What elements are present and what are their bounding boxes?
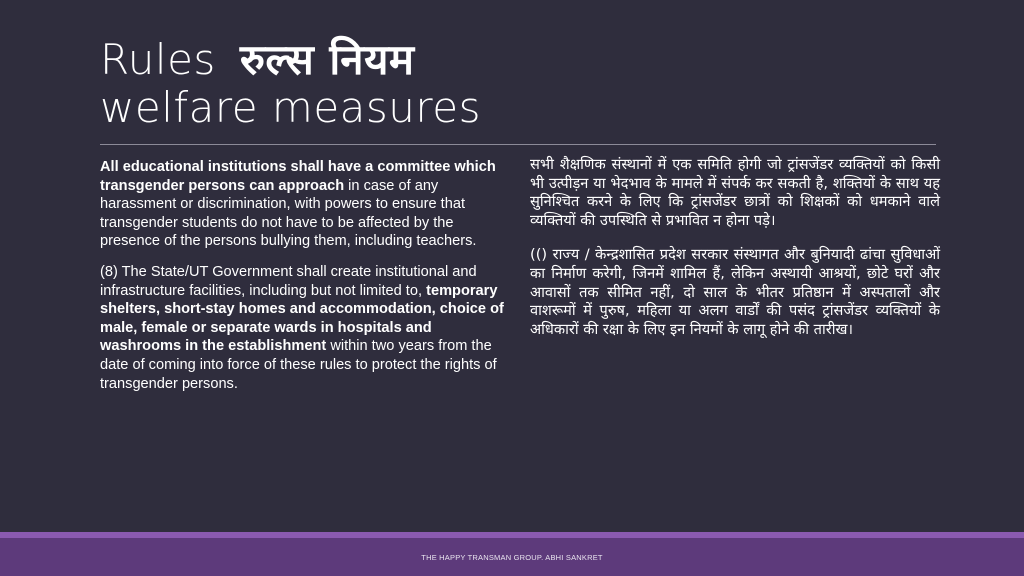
english-p1-bold: All educational institutions shall have a committee which transgender persons can approach xyxy=(100,159,496,194)
footer-text: THE HAPPY TRANSMAN GROUP. ABHI SANKRET xyxy=(421,553,603,562)
english-p2-bold: temporary shelters, short-stay homes and accommodation, choice of male, female or separate wards in hospitals and washrooms in the establishment xyxy=(100,282,504,355)
slide-title xyxy=(100,36,481,132)
title-divider xyxy=(100,144,936,145)
english-p1-rest: in case of any harassment or discrimination, with powers to ensure that transgender students do not have to be affected by the presence of the persons bullying them, including teachers. xyxy=(100,177,477,250)
english-p2-start: (8) The State/UT Government shall create institutional and infrastructure facilities, including but not limited to, xyxy=(100,263,477,299)
hindi-column xyxy=(530,156,940,355)
english-paragraph-2 xyxy=(100,263,510,393)
title-english: Rules xyxy=(100,35,216,84)
footer-accent-line xyxy=(0,532,1024,538)
english-paragraph-1 xyxy=(100,158,510,251)
english-p2-end: within two years from the date of coming into force of these rules to protect the rights of transgender persons. xyxy=(100,338,497,392)
hindi-paragraph-1: सभी शैक्षणिक संस्थानों में एक समिति होगी जो ट्रांसजेंडर व्यक्तियों को किसी भी उत्पीड़न या भेदभाव के मामले में संपर्क कर सकती है, शक्तियों के साथ यह सुनिश्चित करने के लिए कि ट्रांसजेंडर छात्रों को शिक्षकों को धमकाने वाले व्यक्तियों की उपस्थिति से प्रभावित न होना पड़े। xyxy=(530,156,940,229)
title-line-2: welfare measures xyxy=(100,83,481,132)
hindi-paragraph-2: (() राज्य / केन्द्रशासित प्रदेश सरकार संस्थागत और बुनियादी ढांचा सुविधाओं का निर्माण करेगी, जिनमें शामिल हैं, लेकिन अस्थायी आश्रयों, छोटे घरों और आवासों तक सीमित नहीं, दो साल के भीतर प्रतिष्ठान में अस्पतालों और वाशरूमों में पुरुष, महिला या अलग वार्डों की पसंद ट्रांसजेंडर व्यक्तियों के अधिकारों की रक्षा के लिए इन नियमों के लागू होने की तारीख। xyxy=(530,246,940,338)
title-line-1 xyxy=(100,36,481,84)
title-hindi: रुल्स नियम xyxy=(239,35,415,84)
english-column xyxy=(100,158,510,405)
